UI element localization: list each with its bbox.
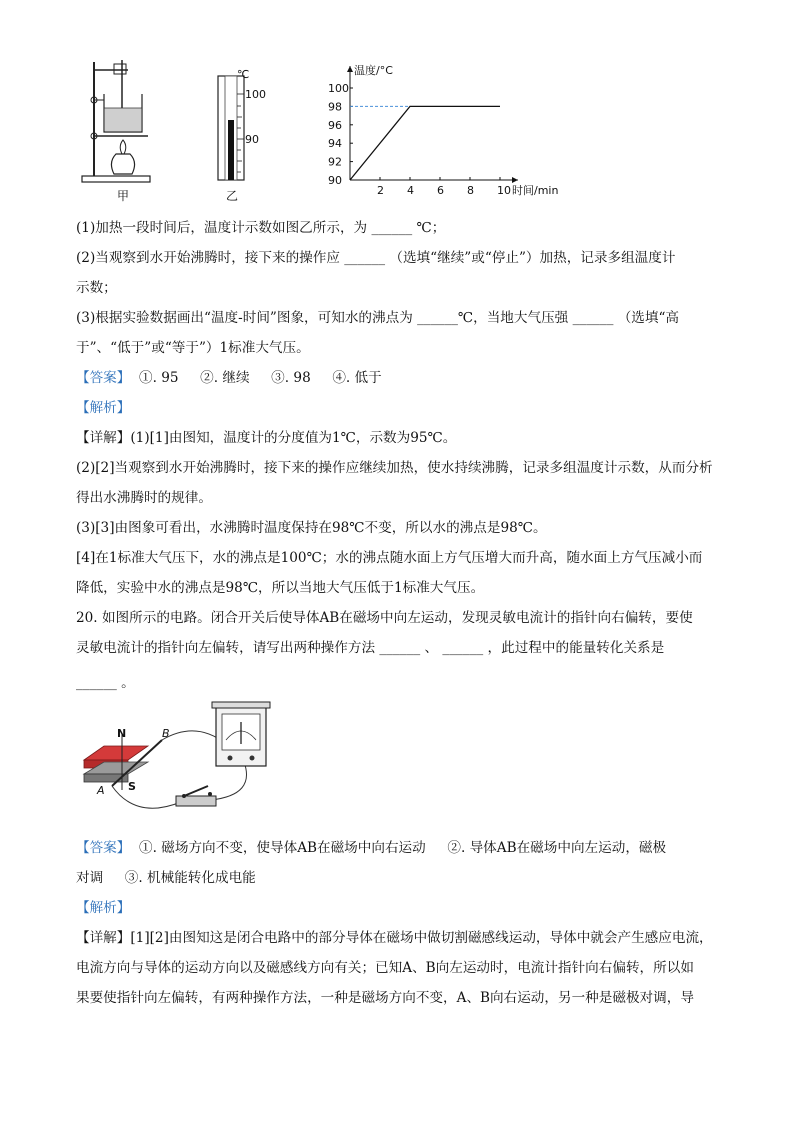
q19-detail-3: (3)[3]由图象可看出，水沸腾时温度保持在98℃不变，所以水的沸点是98℃。	[76, 520, 547, 536]
x-axis-label: 时间/min	[512, 184, 559, 197]
conductor-label-a: A	[97, 784, 105, 797]
q20-answer-text-2: 对调 ③. 机械能转化成电能	[76, 870, 256, 886]
temperature-series-line	[350, 106, 500, 180]
x-tick-label: 2	[377, 184, 384, 197]
heating-apparatus-figure	[78, 58, 158, 188]
q20-answer-text-1: ①. 磁场方向不变，使导体AB在磁场中向右运动 ②. 导体AB在磁场中向左运动，磁极	[130, 840, 667, 856]
q20-analysis-tag: 【解析】	[76, 900, 131, 916]
q20-detail-line3: 果要使指针向左偏转，有两种操作方法，一种是磁场方向不变，A、B向右运动，另一种是磁极对调，导	[76, 990, 694, 1006]
y-tick-label: 100	[328, 82, 349, 95]
circuit-figure	[76, 700, 296, 825]
magnet-label-s: S	[128, 780, 136, 793]
temperature-time-chart	[320, 62, 559, 202]
q20-answer-tag: 【答案】	[76, 840, 131, 856]
q19-part3-line1: (3)根据实验数据画出“温度-时间”图象，可知水的沸点为 ______℃，当地大气压强 ______ （选填“高	[76, 310, 680, 326]
y-tick-label: 92	[328, 155, 342, 169]
y-axis-arrow	[347, 66, 353, 72]
q20-detail-line2: 电流方向与导体的运动方向以及磁感线方向有关；已知A、B向左运动时，电流计指针向右偏转，所以如	[76, 960, 694, 976]
y-tick-label: 98	[328, 100, 342, 114]
q19-answer-text: ①. 95 ②. 继续 ③. 98 ④. 低于	[130, 370, 382, 386]
y-axis-label: 温度/°C	[354, 64, 393, 77]
thermometer-mark-100: 100	[245, 88, 266, 101]
x-tick-label: 6	[437, 184, 444, 197]
q19-analysis-tag: 【解析】	[76, 400, 131, 416]
q19-answer-row	[76, 368, 382, 388]
q20-stem-line2: 灵敏电流计的指针向左偏转，请写出两种操作方法 ______ 、 ______ ，此过程中的能量转化关系是	[76, 640, 665, 656]
x-axis-arrow	[512, 177, 518, 183]
thermometer-mark-90: 90	[245, 133, 259, 146]
q20-stem-line3: ______ 。	[76, 675, 135, 691]
figure-label-jia: 甲	[117, 189, 130, 203]
figure-label-yi: 乙	[226, 189, 239, 203]
q19-detail-4-line1: [4]在1标准大气压下，水的沸点是100℃；水的沸点随水面上方气压增大而升高，随水面上方气压减小而	[76, 550, 703, 566]
q19-detail-2-line1: (2)[2]当观察到水开始沸腾时，接下来的操作应继续加热，使水持续沸腾，记录多组温度计示数，从而分析	[76, 460, 713, 476]
q20-stem-line1: 20. 如图所示的电路。闭合开关后使导体AB在磁场中向左运动，发现灵敏电流计的指针向右偏转，要使	[76, 610, 693, 626]
q19-part2-line1: (2)当观察到水开始沸腾时，接下来的操作应 ______ （选填“继续”或“停止”）加热，记录多组温度计	[76, 250, 676, 266]
q19-detail-2-line2: 得出水沸腾时的规律。	[76, 490, 212, 506]
q19-part1: (1)加热一段时间后，温度计示数如图乙所示，为 ______ ℃；	[76, 220, 446, 236]
thermometer-figure	[208, 70, 278, 190]
q20-answer-row-1	[76, 838, 666, 858]
x-tick-label: 10	[497, 184, 511, 197]
x-tick-label: 8	[467, 184, 474, 197]
x-tick-label: 4	[407, 184, 414, 197]
q19-detail-4-line2: 降低，实验中水的沸点是98℃，所以当地大气压低于1标准大气压。	[76, 580, 485, 596]
q19-part3-line2: 于”、“低于”或“等于”）1标准大气压。	[76, 340, 310, 356]
thermometer-unit: ℃	[237, 68, 250, 81]
q19-detail-1: 【详解】(1)[1]由图知，温度计的分度值为1℃，示数为95℃。	[76, 430, 457, 446]
y-tick-label: 94	[328, 137, 342, 151]
q19-part2-line2: 示数；	[76, 280, 117, 296]
q19-answer-tag: 【答案】	[76, 370, 131, 386]
y-tick-label: 90	[328, 174, 342, 187]
q20-detail-line1: 【详解】[1][2]由图知这是闭合电路中的部分导体在磁场中做切割磁感线运动，导体中就会产生感应电流，	[76, 930, 713, 946]
y-tick-label: 96	[328, 118, 342, 132]
conductor-label-b: B	[162, 727, 170, 740]
magnet-label-n: N	[117, 727, 127, 740]
